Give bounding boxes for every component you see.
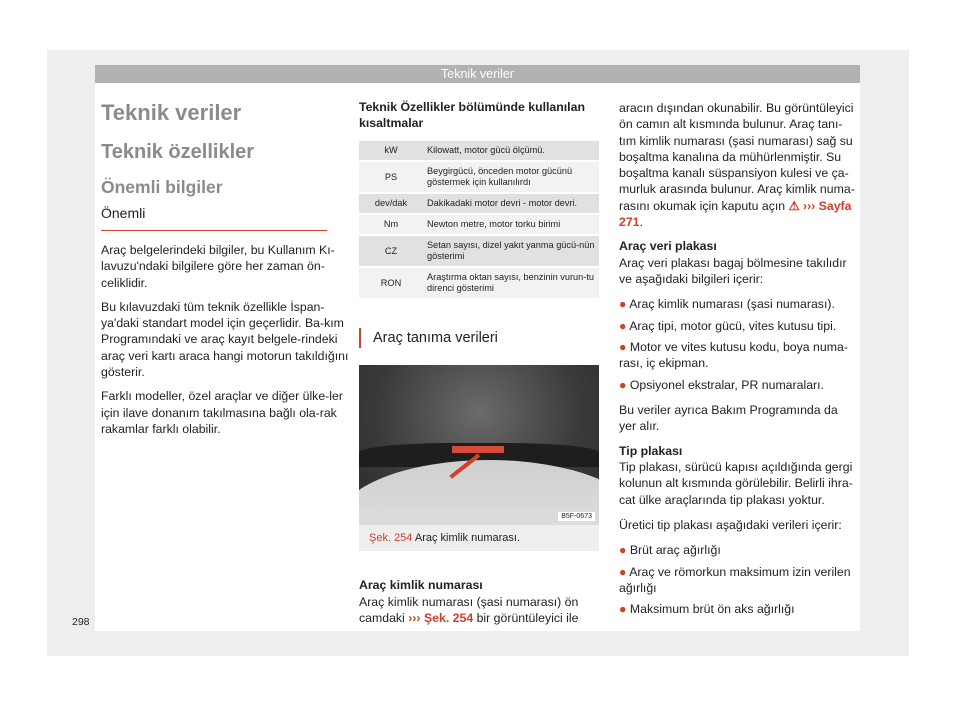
type-plate-text: Tip plakası, sürücü kapısı açıldığında gergi kolunun alt kısmında görülebilir. Belirli ihra-cat ülke araçlarında tip plakası yoktur. [619,460,853,507]
list-item-text: Motor ve vites kutusu kodu, boya numa-rası, iç ekipman. [619,340,848,371]
warning-icon: ⚠ [788,198,800,213]
table-row [359,235,599,267]
subsection-title: Önemli bilgiler [101,177,223,197]
type-plate-list [619,542,857,617]
section-title: Teknik özellikler [101,141,255,163]
table-row [359,141,599,161]
bullet-icon: ● [619,318,627,333]
figure-caption-text: Araç kimlik numarası. [414,532,521,544]
paragraph-end: . [639,215,643,230]
note-heading: Önemli [101,205,327,231]
bullet-icon: ● [619,340,627,355]
figure-reference-link[interactable]: Şek. 254 [423,610,474,625]
column-right [619,100,857,626]
table-row [359,214,599,235]
abbr-key: kW [359,141,423,161]
list-item [619,564,857,597]
bullet-icon: ● [619,377,627,392]
abbr-key: Nm [359,214,423,235]
abbreviations-title: Teknik Özellikler bölümünde kullanılan kısaltmalar [359,100,585,130]
abbr-key: PS [359,161,423,193]
data-plate-note: Bu veriler ayrıca Bakım Programında da yer alır. [619,402,838,434]
bullet-icon: ● [619,602,627,617]
list-item [619,339,857,372]
page-reference-link[interactable]: ››› Sayfa 271 [619,198,852,230]
list-item-text: Brüt araç ağırlığı [629,543,721,558]
table-row [359,267,599,299]
list-item-text: Araç kimlik numarası (şasi numarası). [629,297,835,312]
list-item [619,318,857,334]
bullet-icon: ● [619,543,627,558]
figure-label: Şek. 254 [369,532,413,544]
page-number: 298 [72,616,90,628]
vin-heading: Araç kimlik numarası [359,578,483,592]
list-item-text: Maksimum brüt ön aks ağırlığı [629,602,795,617]
list-item-text: Opsiyonel ekstralar, PR numaraları. [629,377,824,392]
list-item [619,542,857,558]
list-item [619,296,857,312]
abbr-value: Dakikadaki motor devri - motor devri. [423,193,599,214]
figure-code: B5F-0673 [558,512,595,521]
ref-arrow: ››› [408,610,421,625]
type-plate-heading: Tip plakası [619,443,683,458]
abbr-value: Setan sayısı, dizel yakıt yanma gücü-nün gösterimi [423,235,599,267]
bullet-icon: ● [619,564,627,579]
data-plate-heading: Araç veri plakası [619,239,717,254]
running-header: Teknik veriler [95,65,860,83]
abbr-value: Araştırma oktan sayısı, benzinin vurun-tu direnci gösterimi [423,267,599,299]
abbr-value: Beygirgücü, önceden motor gücünü göstermek için kullanılırdı [423,161,599,193]
data-plate-list [619,296,857,392]
type-plate-text-2: Üretici tip plakası aşağıdaki verileri içerir: [619,517,842,532]
data-plate-text: Araç veri plakası bagaj bölmesine takılıdır ve aşağıdaki bilgileri içerir: [619,255,847,287]
table-row [359,161,599,193]
abbr-key: RON [359,267,423,299]
bullet-icon: ● [619,297,627,312]
column-middle [359,100,599,626]
paragraph: Farklı modeller, özel araçlar ve diğer ülke-ler için ilave donanım takılmasına bağlı ola-rak rakamlar farklı olabilir. [101,389,343,436]
windshield-vin-figure [359,365,599,525]
abbreviations-table [359,141,599,300]
column-left [101,100,349,437]
abbr-key: CZ [359,235,423,267]
abbr-value: Kilowatt, motor gücü ölçümü. [423,141,599,161]
paragraph: Araç belgelerindeki bilgiler, bu Kullanım Kı-lavuzu'ndaki bilgilere göre her zaman ön-celiklidir. [101,243,335,290]
abbr-value: Newton metre, motor torku birimi [423,214,599,235]
abbr-key: dev/dak [359,193,423,214]
list-item-text: Araç tipi, motor gücü, vites kutusu tipi. [629,318,837,333]
vin-text: Araç kimlik numarası (şasi numarası) ön camdaki [359,594,579,625]
list-item [619,601,857,617]
vin-paragraph-cont [619,100,857,230]
figure-caption [359,525,599,551]
vin-plate [452,446,504,453]
chapter-title: Teknik veriler [101,100,242,125]
vin-paragraph [359,594,599,627]
paragraph: Bu kılavuzdaki tüm teknik özellikle İspan-ya'daki standart model için geçerlidir. Ba-kım Programındaki ve araç kayıt belgele-rindeki araç veri kartı araca hangi motorun takıldığını gösterir. [101,299,349,380]
table-row [359,193,599,214]
list-item [619,377,857,393]
list-item-text: Araç ve römorkun maksimum izin verilen ağırlığı [619,564,851,595]
paragraph-text: aracın dışından okunabilir. Bu görüntüleyici ön camın alt kısmında bulunur. Araç tanı-tım kimlik numarası (şasi numarası) sağ su boşaltma kanalına da mühürlenmiştir. Su boşaltma kanalı süspansiyon kulesi ve ça-murluk arasında bulunur. Araç kimlik numa-rasını okumak için kaputu açın [619,101,855,213]
vin-text-cont: bir görüntüleyici ile [476,610,579,625]
vehicle-id-section-title: Araç tanıma verileri [359,328,599,348]
